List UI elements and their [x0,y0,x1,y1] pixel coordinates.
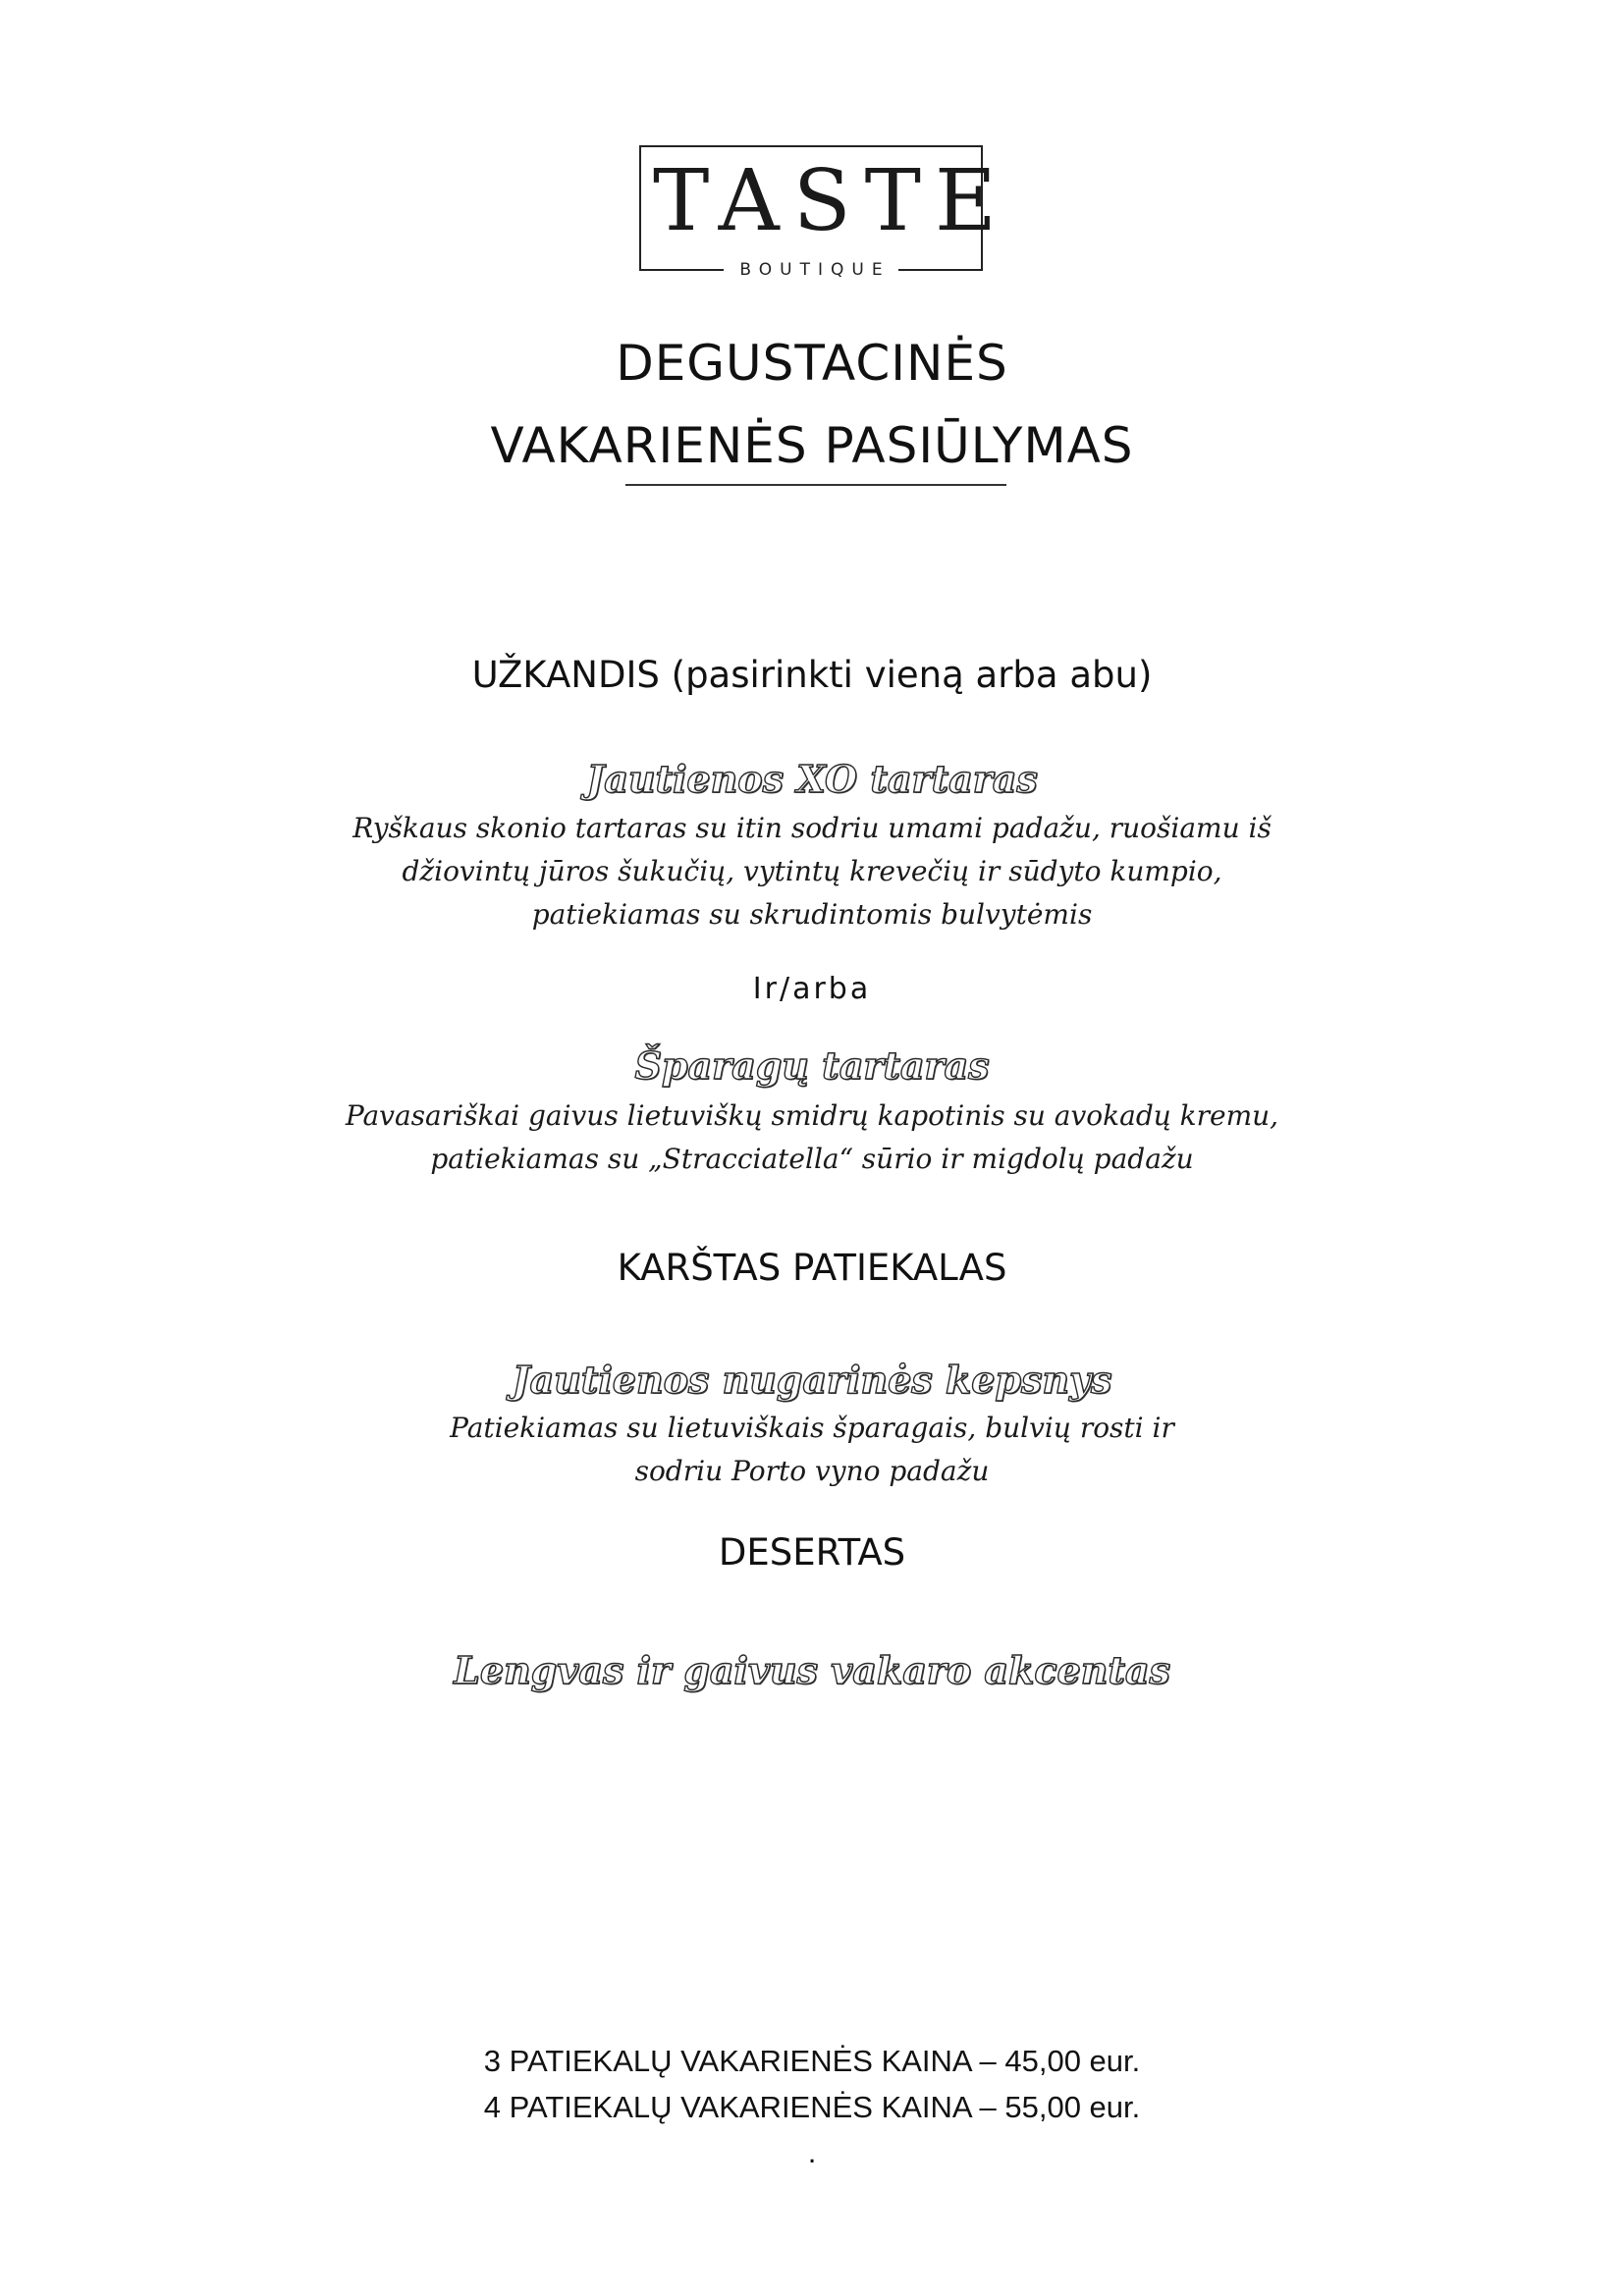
dish-desc-line: Pavasariškai gaivus lietuviškų smidrų kapotinis su avokadų kremu, [345,1099,1279,1132]
title-underline [625,484,1006,486]
dish-desc-line: Patiekiamas su lietuviškais šparagais, bulvių rosti ir [450,1412,1174,1444]
dish-desc-beef-steak [0,1407,1624,1493]
dish-name-dessert: Lengvas ir gaivus vakaro akcentas [454,1648,1170,1692]
logo-wordmark: TASTE [653,152,1010,250]
choice-separator: Ir/arba [752,972,872,1006]
section-title-dessert: DESERTAS [718,1531,906,1574]
dish-desc-line: patiekiamas su skrudintomis bulvytėmis [531,898,1093,931]
dish-name-asparagus-tartare: Šparagų tartaras [634,1043,990,1088]
logo-rule-left [639,269,724,271]
logo-subtitle-row [639,257,983,283]
section-title-appetizer: UŽKANDIS (pasirinkti vieną arba abu) [471,654,1153,696]
dish-desc-line: džiovintų jūros šukučių, vytintų krevečių ir sūdyto kumpio, [402,855,1222,887]
page-title-line1: DEGUSTACINĖS [616,335,1008,392]
dish-desc-line: sodriu Porto vyno padažu [634,1455,990,1487]
dish-desc-beef-tartare [0,807,1624,936]
page-title-line2: VAKARIENĖS PASIŪLYMAS [490,417,1134,474]
logo-rule-right [898,269,983,271]
dish-desc-line: Ryškaus skonio tartaras su itin sodriu umami padažu, ruošiamu iš [352,812,1272,844]
dish-name-beef-tartare: Jautienos XO tartaras [586,757,1038,801]
dish-desc-line: patiekiamas su „Stracciatella“ sūrio ir migdolų padažu [430,1143,1194,1175]
dish-desc-asparagus-tartare [0,1095,1624,1181]
price-3-courses: 3 PATIEKALŲ VAKARIENĖS KAINA – 45,00 eur. [483,2044,1141,2078]
section-title-main: KARŠTAS PATIEKALAS [617,1247,1007,1289]
closing-dot: . [807,2135,817,2169]
price-4-courses: 4 PATIEKALŲ VAKARIENĖS KAINA – 55,00 eur. [483,2090,1141,2124]
dish-name-beef-steak: Jautienos nugarinės kepsnys [512,1358,1112,1402]
logo-subtitle: BOUTIQUE [739,260,891,280]
